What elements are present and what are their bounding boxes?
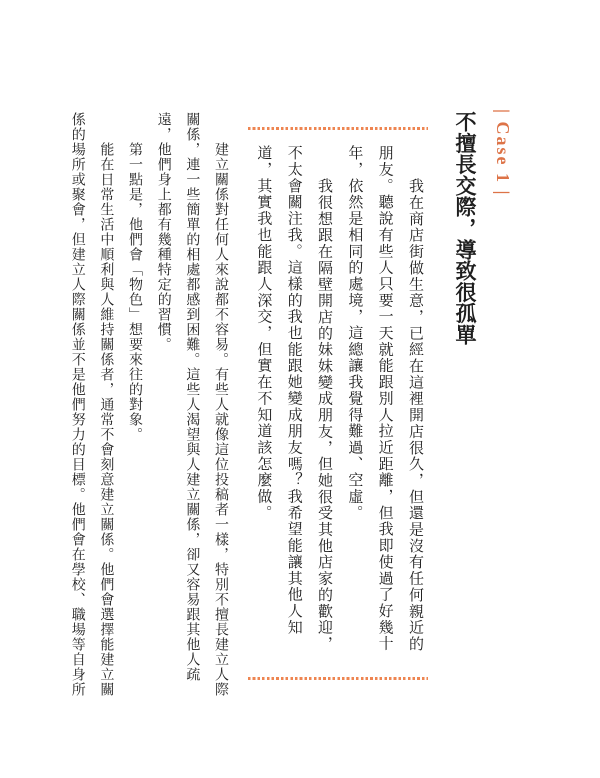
- letter-block: [247, 145, 429, 665]
- answer-column: 關係，連一些簡單的相處都感到困難。這些人渴望與人建立關係，卻又容易跟其他人疏: [184, 112, 200, 682]
- letter-column: 道，其實我也能跟人深交，但實在不知道該怎麼做。: [255, 145, 272, 522]
- answer-column: 遠，他們身上都有幾種特定的習慣。: [155, 112, 171, 352]
- answer-column: 第一點是，他們會「物色」想要來往的對象。: [127, 142, 143, 442]
- letter-column: 我在商店街做生意，已經在這裡開店很久，但還是沒有任何親近的: [407, 177, 423, 652]
- letter-dotted-rule-bottom: [248, 677, 428, 680]
- answer-text-block: [62, 112, 234, 698]
- letter-column: 我很想跟在隔壁開店的妹妹變成朋友，但她很受其他店家的歡迎，: [316, 177, 333, 652]
- letter-column: 年，依然是相同的處境，這總讓我覺得難過、空虛。: [346, 145, 363, 522]
- letter-column: 不太會關注我。這樣的我也能跟她變成朋友嗎？我希望能讓其他人知: [285, 145, 302, 636]
- letter-dotted-rule-top: [248, 127, 428, 130]
- case-number-label: | Case 1 |: [493, 109, 513, 197]
- answer-column: 係的場所或聚會，但建立人際關係並不是他們努力的目標。他們會在學校、職場等自身所: [69, 112, 85, 697]
- letter-column: 朋友。聽說有些人只要一天就能跟別人拉近距離，但我即使過了好幾十: [376, 145, 393, 652]
- answer-column: 能在日常生活中順利與人維持關係者，通常不會刻意建立關係。他們會選擇能建立關: [98, 142, 114, 697]
- page-title: 不擅長交際，導致很孤單: [453, 111, 477, 346]
- answer-column: 建立關係對任何人來說都不容易。有些人就像這位投稿者一樣，特別不擅長建立人際: [213, 142, 228, 697]
